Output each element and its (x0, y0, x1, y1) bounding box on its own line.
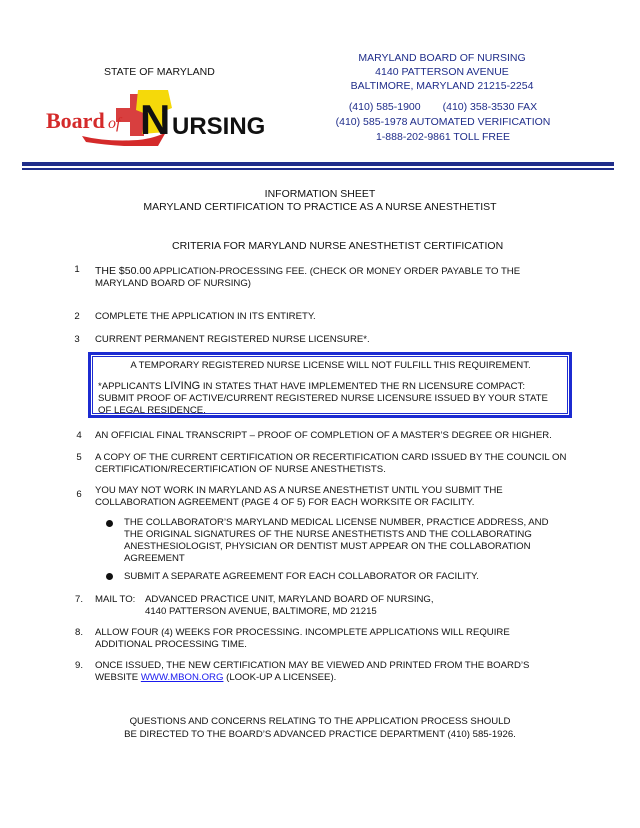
mbon-website-link[interactable]: WWW.MBON.ORG (140, 672, 224, 683)
item-number: 4 (76, 430, 82, 441)
title-certification: MARYLAND CERTIFICATION TO PRACTICE AS A NURSE ANESTHETIST (143, 201, 497, 213)
bullet-dot (106, 573, 113, 580)
compact-notice (98, 380, 563, 417)
website-text-before: ONCE ISSUED, THE NEW CERTIFICATION MAY BE VIEWED AND PRINTED FROM THE BOARD’S WEBSITE (95, 660, 530, 683)
footer-contact (0, 716, 640, 741)
state-label: STATE OF MARYLAND (104, 66, 215, 78)
board-name: MARYLAND BOARD OF NURSING (358, 52, 526, 64)
board-of-nursing-logo (46, 88, 271, 146)
board-city: BALTIMORE, MARYLAND 21215-2254 (350, 80, 534, 92)
logo-word-board: Board (46, 108, 105, 133)
item-4-transcript: AN OFFICIAL FINAL TRANSCRIPT – PROOF OF COMPLETION OF A MASTER’S DEGREE OR HIGHER. (95, 430, 552, 441)
board-address (322, 51, 562, 93)
phone-verification: (410) 585-1978 AUTOMATED VERIFICATION (335, 116, 551, 128)
phone-main: (410) 585-1900 (348, 101, 421, 113)
item-1-fee (95, 265, 575, 290)
compact-notice-living: LIVING (164, 380, 201, 392)
criteria-heading: CRITERIA FOR MARYLAND NURSE ANESTHETIST CERTIFICATION (172, 240, 504, 252)
fee-text: APPLICATION-PROCESSING FEE. (CHECK OR MONEY ORDER PAYABLE TO THE MARYLAND BOARD OF NURSING) (95, 266, 521, 289)
licensure-notice-box (88, 352, 572, 418)
compact-notice-pre: *APPLICANTS (98, 381, 165, 392)
item-number: 1 (74, 264, 80, 275)
logo-word-ursing: URSING (172, 113, 266, 140)
item-3-licensure: CURRENT PERMANENT REGISTERED NURSE LICENSURE*. (95, 334, 370, 345)
logo-letter-n: N (140, 96, 171, 143)
footer-line2: BE DIRECTED TO THE BOARD’S ADVANCED PRACTICE DEPARTMENT (410) 585-1926. (124, 728, 516, 740)
item-number: 7. (74, 594, 83, 605)
footer-line1: QUESTIONS AND CONCERNS RELATING TO THE APPLICATION PROCESS SHOULD (129, 716, 511, 727)
mail-to-label: MAIL TO: (95, 594, 136, 605)
website-text-after: (LOOK-UP A LICENSEE). (223, 672, 337, 683)
mail-address-line1: ADVANCED PRACTICE UNIT, MARYLAND BOARD OF NURSING, (145, 594, 434, 605)
board-phones (318, 100, 568, 145)
phone-fax: (410) 358-3530 FAX (442, 101, 538, 113)
phone-toll-free: 1-888-202-9861 TOLL FREE (375, 131, 511, 143)
item-number: 6 (76, 489, 82, 500)
compact-notice-post: IN STATES THAT HAVE IMPLEMENTED THE RN LICENSURE COMPACT: SUBMIT PROOF OF ACTIVE/CURRENT REGISTERED NURSE LICENSURE ISSUED BY YOUR STATE OF LEGAL RESIDENCE. (98, 381, 548, 416)
item-2-application: COMPLETE THE APPLICATION IN ITS ENTIRETY. (95, 311, 316, 322)
item-8-processing: ALLOW FOUR (4) WEEKS FOR PROCESSING. INCOMPLETE APPLICATIONS WILL REQUIRE ADDITIONAL PROCESSING TIME. (95, 627, 510, 650)
item-number: 3 (74, 334, 80, 345)
item-number: 5 (76, 452, 82, 463)
temporary-license-notice: A TEMPORARY REGISTERED NURSE LICENSE WILL NOT FULFILL THIS REQUIREMENT. (130, 360, 531, 371)
bullet-separate-agreement: SUBMIT A SEPARATE AGREEMENT FOR EACH COLLABORATOR OR FACILITY. (124, 571, 479, 582)
item-number: 2 (74, 311, 80, 322)
fee-amount: THE $50.00 (95, 265, 152, 277)
item-number: 9. (74, 660, 83, 671)
item-5-certification-card: A COPY OF THE CURRENT CERTIFICATION OR RECERTIFICATION CARD ISSUED BY THE COUNCIL ON CERTIFICATION/RECERTIFICATION OF NURSE ANESTHETISTS. (95, 452, 567, 475)
logo-word-of: of (108, 115, 121, 132)
item-6-collaboration: YOU MAY NOT WORK IN MARYLAND AS A NURSE ANESTHETIST UNTIL YOU SUBMIT THE COLLABORATION AGREEMENT (PAGE 4 OF 5) FOR EACH WORKSITE OR FACILITY. (95, 485, 503, 508)
title-info-sheet: INFORMATION SHEET (264, 188, 376, 200)
header-rule-thick (22, 162, 614, 166)
bullet-collaborator-details: THE COLLABORATOR’S MARYLAND MEDICAL LICENSE NUMBER, PRACTICE ADDRESS, AND THE ORIGINAL SIGNATURES OF THE NURSE ANESTHETISTS AND THE COLLABORATING ANESTHESIOLOGIST, PHYSICIAN OR DENTIST MUST APPEAR ON THE COLLABORATION AGREEMENT (124, 517, 549, 564)
bullet-dot (106, 520, 113, 527)
item-number: 8. (74, 627, 83, 638)
board-street: 4140 PATTERSON AVENUE (375, 66, 509, 78)
header-rule-thin (22, 168, 614, 170)
item-9-website (95, 660, 545, 684)
mail-address-line2: 4140 PATTERSON AVENUE, BALTIMORE, MD 21215 (145, 606, 377, 617)
